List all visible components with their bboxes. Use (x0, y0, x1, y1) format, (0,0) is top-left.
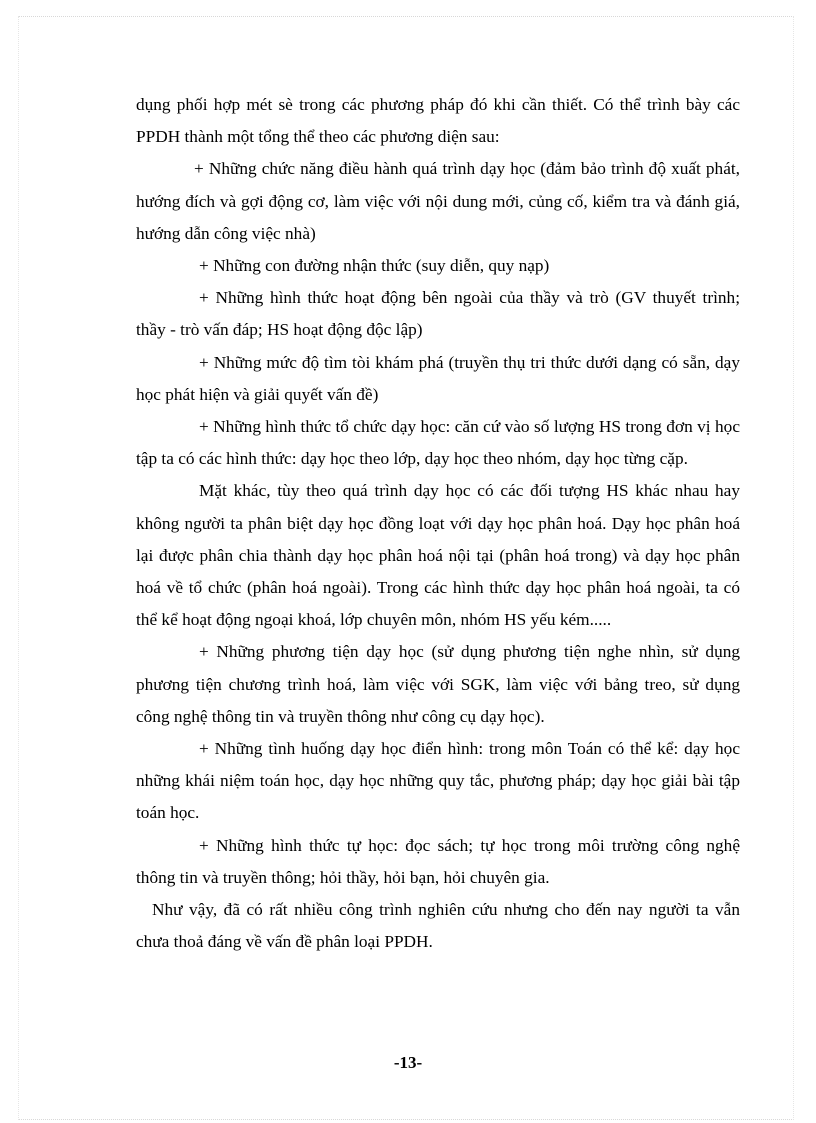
paragraph-self-study: + Những hình thức tự học: đọc sách; tự học trong môi trường công nghệ thông tin và truyền thông; hỏi thầy, hỏi bạn, hỏi chuyên gia. (136, 835, 740, 887)
paragraph-discovery-levels: + Những mức độ tìm tòi khám phá (truyền thụ tri thức dưới dạng có sẵn, dạy học phát hiện và giải quyết vấn đề) (136, 352, 740, 404)
paragraph-external-activities: + Những hình thức hoạt động bên ngoài của thầy và trò (GV thuyết trình; thầy - trò vấn đáp; HS hoạt động độc lập) (136, 288, 740, 340)
page-number: -13- (393, 1053, 423, 1072)
paragraph-organization-forms: + Những hình thức tổ chức dạy học: căn cứ vào số lượng HS trong đơn vị học tập ta có các hình thức: dạy học theo lớp, dạy học theo nhóm, dạy học từng cặp. (136, 417, 740, 469)
paragraph-intro: dụng phối hợp mét sè trong các phương pháp đó khi cần thiết. Có thể trình bày các PPDH thành một tổng thể theo các phương diện sau: (136, 95, 740, 147)
paragraph-management-functions: + Những chức năng điều hành quá trình dạy học (đảm bảo trình độ xuất phát, hướng đích và gợi động cơ, làm việc với nội dung mới, củng cố, kiểm tra và đánh giá, hướng dẫn công việc nhà) (136, 159, 740, 243)
paragraph-conclusion: Như vậy, đã có rất nhiều công trình nghiên cứu nhưng cho đến nay người ta vẫn chưa thoả đáng về vấn đề phân loại PPDH. (136, 900, 740, 952)
paragraph-teaching-means: + Những phương tiện dạy học (sử dụng phương tiện nghe nhìn, sử dụng phương tiện chương trình hoá, làm việc với SGK, làm việc với bảng treo, sử dụng công nghệ thông tin và truyền thông như công cụ dạy học). (136, 642, 740, 726)
document-body (136, 89, 740, 958)
paragraph-differentiation: Mặt khác, tùy theo quá trình dạy học có các đối tượng HS khác nhau hay không người ta phân biệt dạy học đồng loạt với dạy học phân hoá. Dạy học phân hoá lại được phân chia thành dạy học phân hoá nội tại (phân hoá trong) và dạy học phân hoá về tổ chức (phân hoá ngoài). Trong các hình thức dạy học phân hoá ngoài, ta có thể kể hoạt động ngoại khoá, lớp chuyên môn, nhóm HS yếu kém..... (136, 481, 740, 630)
paragraph-typical-situations: + Những tình huống dạy học điển hình: trong môn Toán có thể kể: dạy học những khái niệm toán học, dạy học những quy tắc, phương pháp; dạy học giải bài tập toán học. (136, 739, 740, 823)
paragraph-cognition-paths: + Những con đường nhận thức (suy diễn, quy nạp) (199, 256, 550, 276)
